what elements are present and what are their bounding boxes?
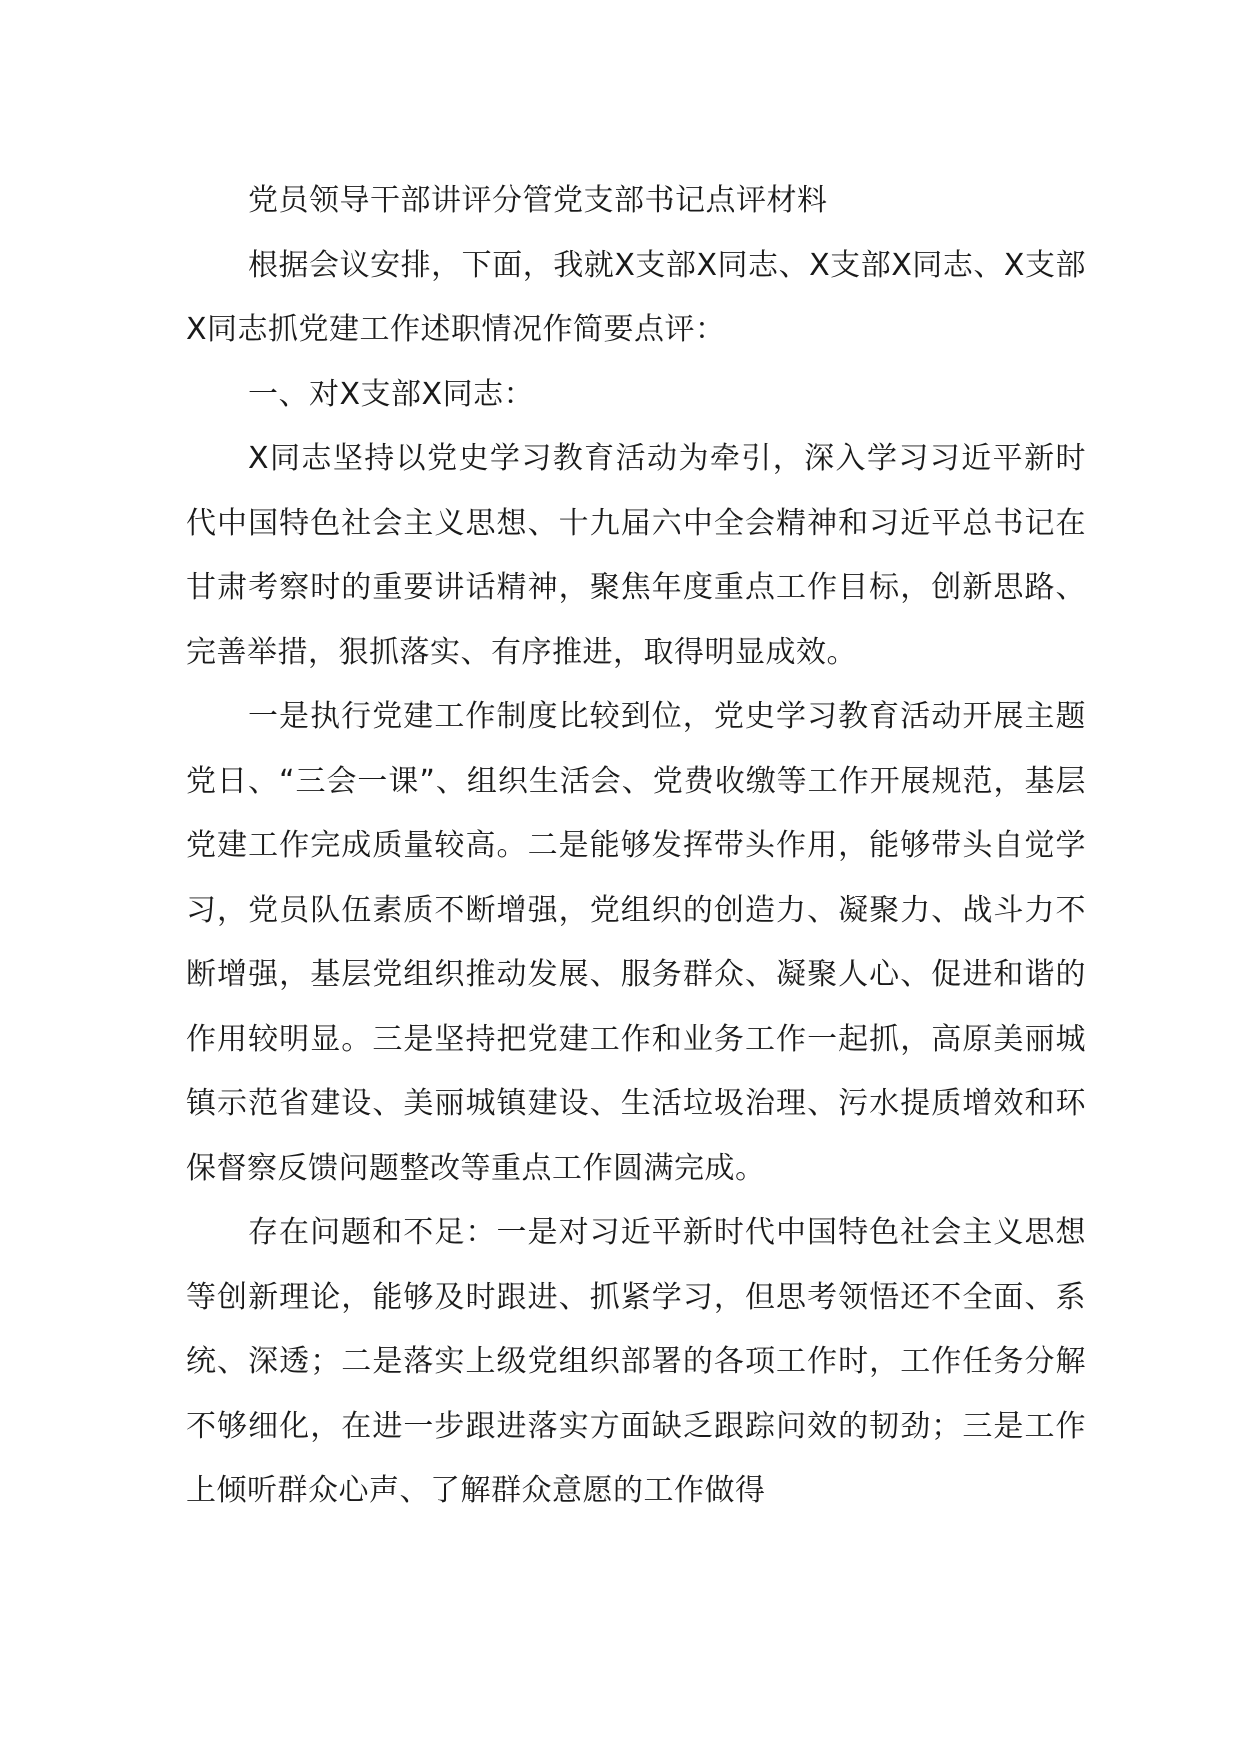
paragraph-achievements: 一是执行党建工作制度比较到位，党史学习教育活动开展主题党日、“三会一课”、组织生活会、党费收缴等工作开展规范，基层党建工作完成质量较高。二是能够发挥带头作用，能够带头自觉学习，党员队伍素质不断增强，党组织的创造力、凝聚力、战斗力不断增强，基层党组织推动发展、服务群众、凝聚人心、促进和谐的作用较明显。三是坚持把党建工作和业务工作一起抓，高原美丽城镇示范省建设、美丽城镇建设、生活垃圾治理、污水提质增效和环保督察反馈问题整改等重点工作圆满完成。 — [186, 699, 1086, 1186]
document-title: 党员领导干部讲评分管党支部书记点评材料 — [248, 183, 828, 218]
section-heading-1: 一、对X支部X同志： — [248, 376, 535, 412]
document-body — [186, 169, 1086, 1524]
paragraph-summary: X同志坚持以党史学习教育活动为牵引，深入学习习近平新时代中国特色社会主义思想、十九届六中全会精神和习近平总书记在甘肃考察时的重要讲话精神，聚焦年度重点工作目标，创新思路、完善举措，狠抓落实、有序推进，取得明显成效。 — [186, 441, 1086, 670]
paragraph-intro: 根据会议安排，下面，我就X支部X同志、X支部X同志、X支部X同志抓党建工作述职情况作简要点评： — [186, 247, 1086, 347]
paragraph-problems: 存在问题和不足：一是对习近平新时代中国特色社会主义思想等创新理论，能够及时跟进、抓紧学习，但思考领悟还不全面、系统、深透；二是落实上级党组织部署的各项工作时，工作任务分解不够细化，在进一步跟进落实方面缺乏跟踪问效的韧劲；三是工作上倾听群众心声、了解群众意愿的工作做得 — [186, 1215, 1086, 1508]
